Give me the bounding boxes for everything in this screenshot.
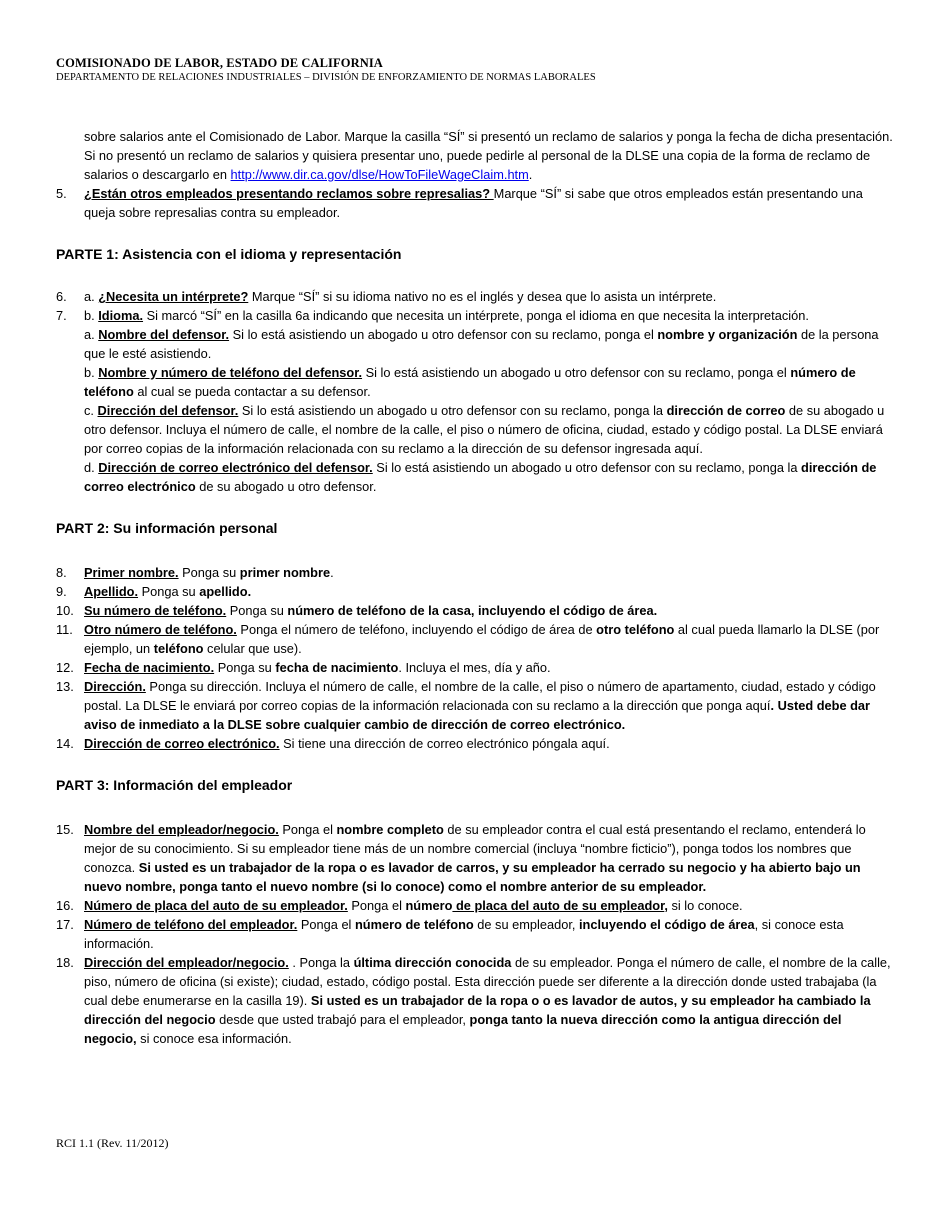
item-text: de su abogado u otro defensor. Incluya el número de calle, el nombre de la calle, el piso o número de oficina, ciudad, estado y código postal. La DLSE enviará por correo copias de la información relacionada con su reclamo a la dirección de su defensor ingresada aquí.: [84, 403, 885, 456]
item-bold: teléfono: [153, 641, 204, 656]
item-bold: Si usted es un trabajador de la ropa o o es lavador de autos, y su empleador ha cambiado la dirección del negocio: [84, 993, 871, 1027]
item-prefix: a.: [84, 289, 99, 304]
wage-claim-link[interactable]: http://www.dir.ca.gov/dlse/HowToFileWageClaim.htm: [230, 167, 529, 182]
item-text: Ponga su dirección. Incluya el número de calle, el nombre de la calle, el piso o número de apartamento, ciudad, estado y código postal. La DLSE le enviará por correo copias de la información relacionada con su reclamo a la dirección que ponga aquí: [84, 679, 876, 713]
item-text: Ponga el: [347, 898, 406, 913]
item-heading: Dirección de correo electrónico del defensor.: [98, 460, 373, 475]
form-revision-footer: RCI 1.1 (Rev. 11/2012): [56, 1136, 169, 1150]
item-text: Si lo está asistiendo un abogado u otro defensor con su reclamo, ponga el: [362, 365, 791, 380]
item-bold: fecha de nacimiento: [275, 660, 399, 675]
item-text: Si lo está asistiendo un abogado u otro defensor con su reclamo, ponga la: [238, 403, 667, 418]
item-heading: Nombre del defensor.: [98, 327, 230, 342]
item-prefix: a.: [84, 327, 99, 342]
item-bold: número de teléfono de la casa, incluyendo el código de área.: [287, 603, 658, 618]
intro-text: sobre salarios ante el Comisionado de Labor. Marque la casilla “SÍ” si presentó un reclamo de salarios y ponga la fecha de dicha presentación. Si no presentó un reclamo de salarios y quisiera presentar uno, puede pedirle al personal de la DLSE una copia de la forma de reclamo de salarios o descargarlo en: [84, 129, 893, 182]
item-text: Marque “SÍ” si su idioma nativo no es el inglés y desea que lo asista un intérprete.: [248, 289, 717, 304]
item-heading: Idioma.: [98, 308, 144, 323]
item-number: 8.: [56, 565, 67, 580]
item-text: Si lo está asistiendo un abogado u otro defensor con su reclamo, ponga el: [229, 327, 658, 342]
sub-item-c: [56, 401, 896, 458]
item-bold: . Usted debe dar aviso de inmediato a la DLSE sobre cualquier cambio de dirección de correo electrónico.: [84, 698, 871, 732]
item-text: Ponga su: [178, 565, 240, 580]
item-text: de su empleador. Ponga el número de calle, el nombre de la calle, piso, número de oficina (si existe); ciudad, estado, código postal. Esta dirección puede ser diferente a la dirección donde usted trabajaba (la cual debe enumerarse en la casilla 19).: [84, 955, 891, 1008]
item-bold: dirección de correo electrónico: [84, 460, 877, 494]
sub-item-b: [56, 363, 896, 401]
item-bold: apellido.: [199, 584, 252, 599]
list-item-17: [56, 915, 896, 953]
item-heading: Dirección.: [84, 679, 146, 694]
item-heading: Número de teléfono del empleador.: [84, 917, 298, 932]
item-heading: Otro número de teléfono.: [84, 622, 237, 637]
list-item-10: [56, 601, 896, 620]
item-bold: número de teléfono: [354, 917, 474, 932]
item-text: Si lo está asistiendo un abogado u otro defensor con su reclamo, ponga la: [372, 460, 802, 475]
item-bold: ponga tanto la nueva dirección como la antigua dirección del negocio,: [84, 1012, 842, 1046]
section-title-part2: PART 2: Su información personal: [56, 520, 278, 536]
list-item-7: [56, 306, 896, 325]
item-text: de la persona que le esté asistiendo.: [84, 327, 879, 361]
item-bold: dirección de correo: [666, 403, 786, 418]
item-number: 6.: [56, 289, 67, 304]
item-text: de su empleador contra el cual está presentando el reclamo, entenderá lo mejor de su conocimiento. Si su empleador tiene más de un nombre comercial (incluya “nombre ficticio”), ponga todos los nombres que conozca.: [84, 822, 866, 875]
page-header: [56, 56, 596, 83]
item-number: 17.: [56, 917, 74, 932]
item-bold: Si usted es un trabajador de la ropa o es lavador de carros, y su empleador ha cerrado su negocio y ha abierto bajo un nuevo nombre, ponga tanto el nuevo nombre (si lo conoce) como el nombre anterior de su empleador.: [84, 860, 861, 894]
item-bold: número de teléfono: [84, 365, 856, 399]
item-text: , si conoce esta información.: [84, 917, 844, 951]
item-text: Si tiene una dirección de correo electrónico póngala aquí.: [279, 736, 610, 751]
item-prefix: c.: [84, 403, 98, 418]
header-title: COMISIONADO DE LABOR, ESTADO DE CALIFORNIA: [56, 56, 383, 70]
item-heading: ¿Están otros empleados presentando reclamos sobre represalias?: [84, 186, 494, 201]
item-bold-underline: de placa del auto de su empleador: [452, 898, 665, 913]
list-item-14: [56, 734, 896, 753]
item-number: 7.: [56, 308, 67, 323]
item-text: Ponga su: [138, 584, 200, 599]
intro-paragraph: [56, 127, 896, 184]
item-number: 13.: [56, 679, 74, 694]
item-bold: nombre y organización: [657, 327, 798, 342]
intro-end: .: [528, 167, 533, 182]
item-number: 5.: [56, 186, 67, 201]
item-number: 14.: [56, 736, 74, 751]
sub-item-d: [56, 458, 896, 496]
item-text: al cual se pueda contactar a su defensor.: [133, 384, 371, 399]
list-item-15: [56, 820, 896, 896]
list-item-16: [56, 896, 896, 915]
item-number: 9.: [56, 584, 67, 599]
sub-item-a: [56, 325, 896, 363]
item-prefix: b.: [84, 365, 99, 380]
item-heading: Dirección de correo electrónico.: [84, 736, 280, 751]
item-heading: ¿Necesita un intérprete?: [98, 289, 249, 304]
list-item-6: [56, 287, 896, 306]
item-bold: otro teléfono: [596, 622, 675, 637]
item-number: 12.: [56, 660, 74, 675]
item-heading: Dirección del defensor.: [97, 403, 239, 418]
item-text: si conoce esa información.: [136, 1031, 292, 1046]
item-number: 10.: [56, 603, 74, 618]
item-text: de su empleador,: [473, 917, 579, 932]
item-number: 15.: [56, 822, 74, 837]
item-heading: Nombre del empleador/negocio.: [84, 822, 279, 837]
item-number: 11.: [56, 622, 73, 637]
section-title-part3: PART 3: Información del empleador: [56, 777, 293, 793]
list-item-9: [56, 582, 896, 601]
header-subtitle: DEPARTAMENTO DE RELACIONES INDUSTRIALES – DIVISIÓN DE ENFORZAMIENTO DE NORMAS LABORALES: [56, 72, 596, 83]
item-text: de su abogado u otro defensor.: [195, 479, 377, 494]
list-item-8: [56, 563, 896, 582]
item-text: celular que use).: [203, 641, 302, 656]
item-text: . Ponga la: [288, 955, 354, 970]
document-body: [56, 127, 896, 1048]
item-text: si lo conoce.: [667, 898, 743, 913]
item-text: Ponga el: [297, 917, 355, 932]
list-item-5: [56, 184, 896, 222]
item-heading: Apellido.: [84, 584, 139, 599]
item-prefix: b.: [84, 308, 99, 323]
list-item-18: [56, 953, 896, 1048]
item-text: Marque “SÍ” si sabe que otros empleados están presentando una queja sobre represalias contra su empleador.: [84, 186, 863, 220]
item-bold: ,: [664, 898, 668, 913]
item-heading: Fecha de nacimiento.: [84, 660, 215, 675]
item-text: al cual pueda llamarlo la DLSE (por ejemplo, un: [84, 622, 880, 656]
item-heading: Número de placa del auto de su empleador.: [84, 898, 348, 913]
item-heading: Nombre y número de teléfono del defensor.: [98, 365, 363, 380]
item-heading: Primer nombre.: [84, 565, 179, 580]
item-prefix: d.: [84, 460, 99, 475]
item-bold: nombre completo: [336, 822, 444, 837]
item-number: 18.: [56, 955, 74, 970]
section-title-part1: PARTE 1: Asistencia con el idioma y representación: [56, 246, 402, 262]
item-text: Ponga su: [214, 660, 276, 675]
list-item-13: [56, 677, 896, 734]
item-bold: primer nombre: [239, 565, 331, 580]
item-text: .: [330, 565, 334, 580]
item-heading: Dirección del empleador/negocio.: [84, 955, 289, 970]
item-bold: última dirección conocida: [353, 955, 512, 970]
list-item-12: [56, 658, 896, 677]
item-bold: incluyendo el código de área: [579, 917, 755, 932]
item-text: desde que usted trabajó para el empleador,: [215, 1012, 470, 1027]
item-text: . Incluya el mes, día y año.: [398, 660, 551, 675]
item-text: Si marcó “SÍ” en la casilla 6a indicando que necesita un intérprete, ponga el idioma en que necesita la interpretación.: [143, 308, 809, 323]
item-text: Ponga el número de teléfono, incluyendo el código de área de: [236, 622, 597, 637]
item-text: Ponga su: [226, 603, 288, 618]
item-text: Ponga el: [278, 822, 337, 837]
item-bold: número: [405, 898, 453, 913]
item-heading: Su número de teléfono.: [84, 603, 227, 618]
item-number: 16.: [56, 898, 74, 913]
list-item-11: [56, 620, 896, 658]
